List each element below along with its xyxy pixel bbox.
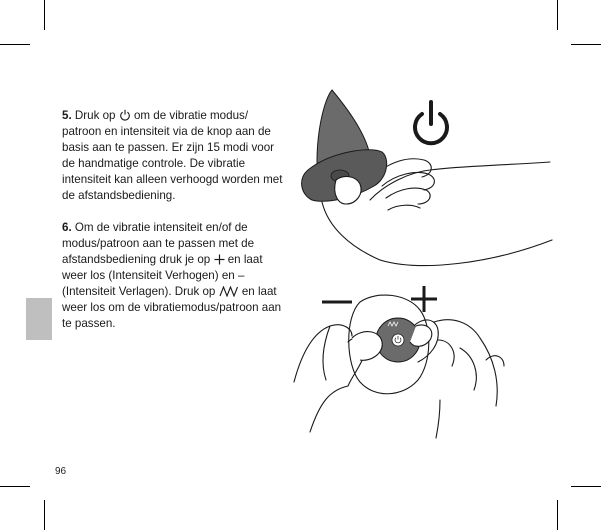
instruction-6-number: 6. [62,221,72,234]
instruction-5 [62,108,288,204]
minus-symbol: – [237,269,245,282]
power-symbol-large [415,102,447,143]
crop-mark-top-right-h [571,44,601,45]
crop-mark-bottom-left-h [0,486,30,487]
remote-control-illustration [290,282,550,442]
instruction-5-text-before: Druk op [74,109,116,122]
instruction-5-number: 5. [62,109,72,122]
crop-mark-top-left-h [0,44,30,45]
power-icon [119,109,131,121]
crop-mark-top-right-v [557,0,558,30]
instructions-text [62,108,288,348]
hand-with-device-illustration [290,82,580,272]
crop-mark-top-left-v [44,0,45,30]
instruction-6-text-1: Om de vibratie intensiteit en/of de modus/patroon aan te passen met de afstandsbediening druk je op [62,221,255,266]
wave-icon [219,286,239,297]
crop-mark-bottom-left-v [44,500,45,530]
crop-mark-bottom-right-h [571,486,601,487]
instruction-5-text-after: om de vibratie modus/ patroon en intensiteit via de knop aan de basis aan te passen. Er zijn 15 modi voor de handmatige controle. De vibratie intensiteit kan alleen verhoogd worden met de afstandsbediening. [62,109,283,202]
instruction-6-text-3: (Intensiteit Verlagen). Druk op [62,285,216,298]
page-number: 96 [55,466,67,477]
instruction-6-text-2: en laat weer los (Intensiteit Verhogen) en [62,253,263,282]
instruction-6-text-4: en laat weer los om de vibratiemodus/patroon aan te passen. [62,285,282,330]
instruction-6 [62,220,288,332]
plus-icon [214,254,225,265]
crop-mark-bottom-right-v [557,500,558,530]
side-tab [26,298,52,340]
